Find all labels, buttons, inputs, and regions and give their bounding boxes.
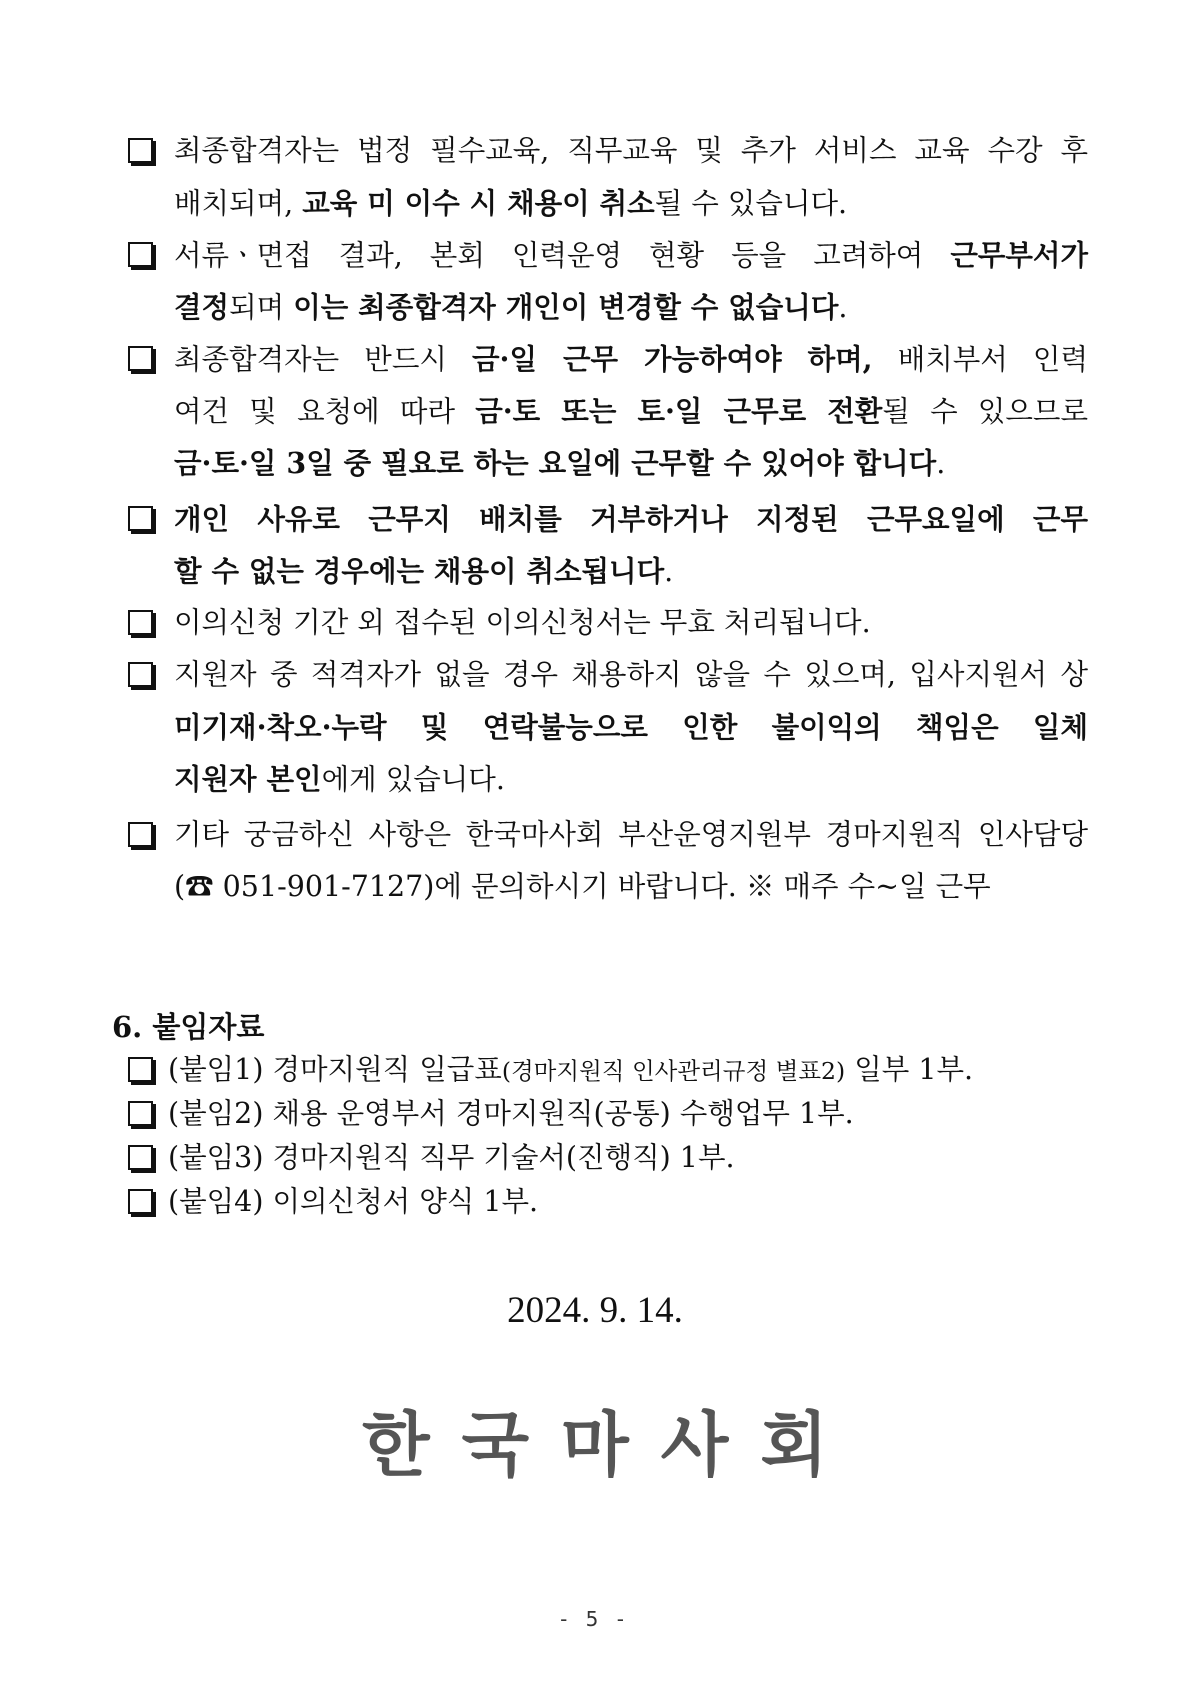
text-segment: (경마지원직 인사관리규정 별표2) [501,1057,846,1085]
text-segment: (붙임2) 채용 운영부서 경마지원직(공통) 수행업무 1부. [168,1097,854,1130]
text-line [174,279,1088,335]
text-segment: 에게 있습니다. [321,763,505,796]
attachment-item [128,1180,1088,1224]
emphasis-text: 할 수 없는 경우에는 채용이 취소됩니다 [174,554,665,588]
text-line [168,1136,1088,1180]
text-segment: . [664,555,674,588]
attachment-item [128,1092,1088,1136]
text-segment: 배치되며, [174,187,303,220]
emphasis-text: 교육 미 이수 시 채용이 취소 [302,186,655,220]
text-segment: 될 수 있습니다. [654,187,848,220]
emphasis-text: 지원자 본인 [174,762,322,796]
checkbox-bullet-icon [128,1101,153,1126]
text-segment: 지원자 중 적격자가 없을 경우 채용하지 않을 수 있으며, 입사지원서 상 [174,658,1088,691]
document-date: 2024. 9. 14. [507,1290,683,1331]
checkbox-bullet-icon [128,822,153,847]
text-line [174,383,1088,439]
text-line [174,699,1088,755]
text-segment: 배치부서 인력 [872,343,1088,376]
emphasis-text: 개인 사유로 근무지 배치를 거부하거나 지정된 근무요일에 근무 [174,502,1088,536]
emphasis-text: 근무부서가 [950,238,1088,272]
checkbox-bullet-icon [128,1057,153,1082]
checkbox-bullet-icon [128,662,153,687]
text-line [174,435,1088,491]
checkbox-bullet-icon [128,1145,153,1170]
text-segment: 될 수 있으므로 [882,395,1088,428]
text-line [174,491,1088,547]
text-line [168,1092,1088,1136]
checkbox-bullet-icon [128,242,153,267]
text-line [168,1048,1088,1092]
text-segment: . [936,447,946,480]
text-line [174,123,1088,179]
text-segment: (☎ 051-901-7127)에 문의하시기 바랍니다. ※ 매주 수~일 근무 [174,870,991,903]
checkbox-bullet-icon [128,610,153,635]
text-line [174,647,1088,703]
text-segment: (붙임1) 경마지원직 일급표 [168,1053,502,1086]
emphasis-text: 금·토 또는 토·일 근무로 전환 [475,394,883,428]
text-line [174,859,1088,915]
text-line [174,807,1088,863]
text-segment: 되며 [229,291,294,324]
text-segment: 최종합격자는 법정 필수교육, 직무교육 및 추가 서비스 교육 수강 후 [174,134,1088,167]
checkbox-bullet-icon [128,506,153,531]
emphasis-text: 결정 [174,290,230,324]
text-segment: . [838,291,848,324]
text-segment: 여건 및 요청에 따라 [174,395,476,428]
attachments-heading: 6. 붙임자료 [112,1010,265,1044]
emphasis-text: 이는 최종합격자 개인이 변경할 수 없습니다 [293,290,839,324]
text-segment: 최종합격자는 반드시 [174,343,472,376]
text-line [174,175,1088,231]
attachment-item [128,1136,1088,1180]
checkbox-bullet-icon [128,346,153,371]
attachment-item [128,1048,1088,1092]
text-segment: 일부 1부. [845,1053,974,1086]
page-number: - 5 - [560,1607,630,1631]
emphasis-text: 금·일 근무 가능하여야 하며, [472,342,873,376]
text-segment: 기타 궁금하신 사항은 한국마사회 부산운영지원부 경마지원직 인사담당 [174,818,1088,851]
text-line [174,227,1088,283]
text-line [174,543,1088,599]
checkbox-bullet-icon [128,1189,153,1214]
text-line [174,595,1088,651]
emphasis-text: 금·토·일 3일 중 필요로 하는 요일에 근무할 수 있어야 합니다 [174,446,937,480]
text-line [174,751,1088,807]
text-line [168,1180,1088,1224]
text-segment: 서류ㆍ면접 결과, 본회 인력운영 현황 등을 고려하여 [174,239,951,272]
text-segment: (붙임4) 이의신청서 양식 1부. [168,1185,539,1218]
organization-name: 한국마사회 [361,1404,861,1486]
text-segment: (붙임3) 경마지원직 직무 기술서(진행직) 1부. [168,1141,735,1174]
emphasis-text: 미기재·착오·누락 및 연락불능으로 인한 불이익의 책임은 일체 [174,710,1088,744]
checkbox-bullet-icon [128,138,153,163]
text-line [174,331,1088,387]
text-segment: 이의신청 기간 외 접수된 이의신청서는 무효 처리됩니다. [174,606,871,639]
